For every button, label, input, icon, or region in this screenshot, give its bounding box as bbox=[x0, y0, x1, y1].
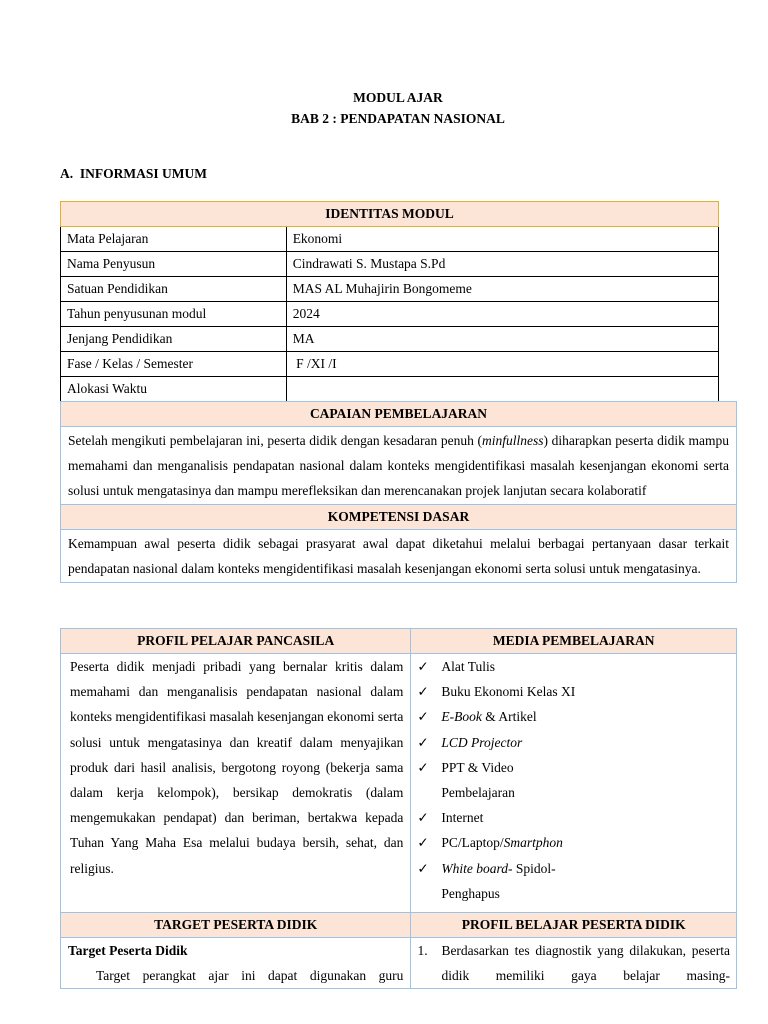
row-label: Jenjang Pendidikan bbox=[61, 327, 287, 352]
list-item: ✓ LCD Projector bbox=[415, 730, 732, 755]
row-label: Mata Pelajaran bbox=[61, 227, 287, 252]
table-row bbox=[61, 227, 719, 252]
list-item: ✓ White board- Spidol-Penghapus bbox=[415, 856, 581, 906]
table-row bbox=[61, 252, 719, 277]
row-label: Alokasi Waktu bbox=[61, 377, 287, 402]
row-label: Satuan Pendidikan bbox=[61, 277, 287, 302]
row-value: F /XI /I bbox=[286, 352, 718, 377]
media-list-cell bbox=[411, 654, 737, 913]
row-label: Tahun penyusunan modul bbox=[61, 302, 287, 327]
row-value bbox=[286, 377, 718, 402]
table-row bbox=[61, 377, 719, 402]
target-cell bbox=[61, 938, 411, 989]
check-icon: ✓ bbox=[417, 835, 429, 851]
table-row bbox=[61, 327, 719, 352]
page-title: MODUL AJAR bbox=[353, 90, 443, 105]
target-subheading: Target Peserta Didik bbox=[68, 943, 188, 958]
section-heading: A. INFORMASI UMUM bbox=[60, 166, 207, 181]
media-list bbox=[415, 654, 732, 906]
row-value: Ekonomi bbox=[286, 227, 718, 252]
row-value: 2024 bbox=[286, 302, 718, 327]
target-text: Target perangkat ajar ini dapat digunakan guru bbox=[96, 968, 404, 983]
media-heading: MEDIA PEMBELAJARAN bbox=[411, 629, 737, 654]
row-value: MAS AL Muhajirin Bongomeme bbox=[286, 277, 718, 302]
check-icon: ✓ bbox=[417, 684, 429, 700]
row-value: Cindrawati S. Mustapa S.Pd bbox=[286, 252, 718, 277]
kompetensi-text: Kemampuan awal peserta didik sebagai prasyarat awal dapat diketahui melalui berbagai pertanyaan dasar terkait pendapatan nasional dalam konteks mengidentifikasi masalah kesenjangan ekonomi serta solusi untuk mengatasinya. bbox=[61, 530, 737, 583]
list-item: ✓ PPT & Video Pembelajaran bbox=[415, 755, 551, 805]
capaian-text: Setelah mengikuti pembelajaran ini, peserta didik dengan kesadaran penuh (minfullness) diharapkan peserta didik mampu memahami dan menganalisis pendapatan nasional dalam konteks mengidentifikasi masalah kesenjangan ekonomi serta solusi untuk mengatasinya dan mampu merefleksikan dan merencanakan projek lanjutan secara kolaboratif bbox=[61, 427, 737, 505]
table-row bbox=[61, 302, 719, 327]
item-number: 1. bbox=[417, 943, 428, 958]
list-item: ✓ Alat Tulis bbox=[415, 654, 732, 679]
profil-belajar-heading: PROFIL BELAJAR PESERTA DIDIK bbox=[411, 913, 737, 938]
list-item: ✓ E-Book & Artikel bbox=[415, 704, 732, 729]
row-value: MA bbox=[286, 327, 718, 352]
row-label: Nama Penyusun bbox=[61, 252, 287, 277]
capaian-table bbox=[60, 401, 737, 583]
target-heading: TARGET PESERTA DIDIK bbox=[61, 913, 411, 938]
profil-belajar-cell bbox=[411, 938, 737, 989]
target-table bbox=[60, 912, 737, 989]
check-icon: ✓ bbox=[417, 759, 429, 775]
check-icon: ✓ bbox=[417, 810, 429, 826]
identitas-heading: IDENTITAS MODUL bbox=[61, 202, 719, 227]
row-label: Fase / Kelas / Semester bbox=[61, 352, 287, 377]
check-icon: ✓ bbox=[417, 659, 429, 674]
kompetensi-heading: KOMPETENSI DASAR bbox=[61, 505, 737, 530]
table-row bbox=[61, 277, 719, 302]
identitas-table bbox=[60, 201, 719, 402]
capaian-heading: CAPAIAN PEMBELAJARAN bbox=[61, 402, 737, 427]
item-text: Berdasarkan tes diagnostik yang dilakukan, peserta didik memiliki gaya belajar masing- bbox=[441, 943, 730, 983]
profil-media-table bbox=[60, 628, 737, 913]
list-item: ✓ Internet bbox=[415, 805, 732, 830]
table-row bbox=[61, 352, 719, 377]
profil-heading: PROFIL PELAJAR PANCASILA bbox=[61, 629, 411, 654]
check-icon: ✓ bbox=[417, 734, 429, 750]
list-item bbox=[417, 938, 730, 988]
profil-text: Peserta didik menjadi pribadi yang bernalar kritis dalam memahami dan menganalisis pendapatan nasional dalam konteks mengidentifikasi masalah kesenjangan ekonomi serta solusi untuk mengatasinya dan kreatif dalam menyajikan produk dari hasil analisis, bergotong royong (bekerja sama dalam kerja kelompok), bersikap demokratis (dalam mengemukakan pendapat) dan beriman, bertakwa kepada Tuhan Yang Maha Esa melalui budaya bersih, sehat, dan religius. bbox=[61, 654, 411, 913]
list-item: ✓ PC/Laptop/Smartphon bbox=[415, 830, 732, 855]
page-subtitle: BAB 2 : PENDAPATAN NASIONAL bbox=[291, 111, 505, 126]
check-icon: ✓ bbox=[417, 709, 429, 725]
list-item: ✓ Buku Ekonomi Kelas XI bbox=[415, 679, 732, 704]
check-icon: ✓ bbox=[417, 860, 429, 876]
